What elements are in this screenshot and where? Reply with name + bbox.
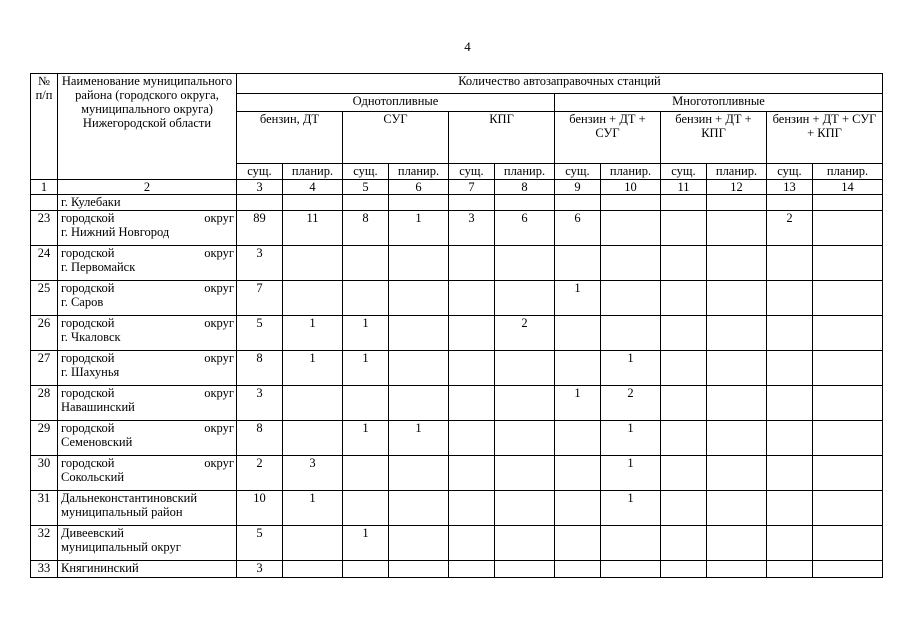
station-count-cell [449,195,495,211]
station-count-cell [449,561,495,578]
station-count-cell [661,386,707,421]
district-name-line-2: г. Чкаловск [61,330,121,344]
station-count-cell [449,316,495,351]
station-count-cell [555,316,601,351]
station-count-cell [767,561,813,578]
district-name-line-1 [61,456,234,470]
district-name-line-1 [61,316,234,330]
station-count-cell: 1 [601,491,661,526]
station-count-cell: 1 [343,526,389,561]
station-count-cell [283,281,343,316]
district-name [58,246,237,281]
table-row [31,526,883,561]
station-count-cell [495,386,555,421]
station-count-cell [389,526,449,561]
district-name-part-a: городской [61,351,115,365]
station-count-cell [389,281,449,316]
station-count-cell [283,195,343,211]
station-count-cell [767,195,813,211]
station-count-cell [767,386,813,421]
group-gasoline-diesel-cng: бензин + ДТ + КПГ [661,112,767,164]
district-name [58,211,237,246]
station-count-cell [495,195,555,211]
district-name-line-2: г. Саров [61,295,104,309]
station-count-cell [813,456,883,491]
district-name-part-b: округ [204,421,234,435]
table-row [31,246,883,281]
station-count-cell [343,491,389,526]
table-row [31,421,883,456]
station-count-cell [661,526,707,561]
district-name-line-2: муниципальный район [61,505,183,519]
station-count-cell [767,246,813,281]
table-row [31,195,883,211]
district-name-line-2: муниципальный округ [61,540,181,554]
district-name-line-1 [61,246,234,260]
row-number: 33 [31,561,58,578]
table-row [31,316,883,351]
col-number: 8 [495,180,555,195]
station-count-cell [495,526,555,561]
station-count-cell [767,281,813,316]
row-number: 26 [31,316,58,351]
sub-existing: сущ. [555,164,601,180]
sub-existing: сущ. [237,164,283,180]
station-count-cell [813,351,883,386]
district-name [58,316,237,351]
station-count-cell: 6 [495,211,555,246]
page-number: 4 [464,39,471,54]
station-count-cell: 89 [237,211,283,246]
district-name-part-a: городской [61,421,115,435]
header-total: Количество автозаправочных станций [237,74,883,94]
district-name-part-b: округ [204,351,234,365]
district-name-part-a: городской [61,316,115,330]
station-count-cell [661,456,707,491]
station-count-cell [495,351,555,386]
station-count-cell: 1 [283,316,343,351]
district-name-part-a: Дивеевский [61,526,124,540]
sub-planned: планир. [389,164,449,180]
district-name-line-1 [61,421,234,435]
station-count-cell [495,246,555,281]
station-count-cell: 3 [449,211,495,246]
station-count-cell [555,421,601,456]
station-count-cell [707,526,767,561]
station-count-cell [555,456,601,491]
station-count-cell: 1 [555,281,601,316]
station-count-cell [813,421,883,456]
station-count-cell [495,561,555,578]
sub-planned: планир. [283,164,343,180]
station-count-cell [237,195,283,211]
station-count-cell [767,491,813,526]
fuel-stations-table [30,73,883,578]
station-count-cell [343,456,389,491]
station-count-cell [707,246,767,281]
station-count-cell [707,316,767,351]
station-count-cell [555,526,601,561]
station-count-cell [389,246,449,281]
district-name-line-1 [61,351,234,365]
station-count-cell: 8 [237,351,283,386]
col-number: 12 [707,180,767,195]
station-count-cell [813,316,883,351]
row-number: 23 [31,211,58,246]
station-count-cell [495,281,555,316]
row-number: 28 [31,386,58,421]
station-count-cell [449,281,495,316]
district-name [58,491,237,526]
station-count-cell: 7 [237,281,283,316]
station-count-cell [813,211,883,246]
station-count-cell [449,491,495,526]
district-name-line-1 [61,561,234,575]
station-count-cell [661,246,707,281]
district-name [58,561,237,578]
station-count-cell [767,351,813,386]
district-name-line-2: г. Первомайск [61,260,136,274]
station-count-cell: 2 [601,386,661,421]
station-count-cell [707,195,767,211]
col-number: 1 [31,180,58,195]
district-name-part-a: городской [61,211,115,225]
station-count-cell: 1 [601,421,661,456]
station-count-cell [767,316,813,351]
column-numbers-row [31,180,883,195]
station-count-cell [283,386,343,421]
station-count-cell [813,526,883,561]
station-count-cell: 10 [237,491,283,526]
station-count-cell: 1 [555,386,601,421]
station-count-cell: 3 [237,561,283,578]
district-name-part-b: округ [204,316,234,330]
station-count-cell [661,561,707,578]
station-count-cell [813,386,883,421]
station-count-cell [661,351,707,386]
header-multi-fuel: Многотопливные [555,94,883,112]
col-number: 6 [389,180,449,195]
district-name-line-2: г. Нижний Новгород [61,225,170,239]
district-name [58,386,237,421]
station-count-cell [707,561,767,578]
station-count-cell [555,561,601,578]
station-count-cell [601,561,661,578]
district-name-part-b: округ [204,281,234,295]
station-count-cell [555,351,601,386]
station-count-cell [343,386,389,421]
district-name-part-a: городской [61,246,115,260]
district-name-part-b: округ [204,246,234,260]
station-count-cell: 1 [389,211,449,246]
header-name: Наименование муниципального района (городского округа, муниципального округа) Нижегородской области [58,74,237,180]
station-count-cell: 8 [237,421,283,456]
station-count-cell [601,211,661,246]
station-count-cell [661,195,707,211]
station-count-cell [813,281,883,316]
sub-planned: планир. [707,164,767,180]
station-count-cell [283,246,343,281]
sub-existing: сущ. [449,164,495,180]
station-count-cell [389,561,449,578]
station-count-cell: 8 [343,211,389,246]
station-count-cell [707,491,767,526]
station-count-cell: 1 [389,421,449,456]
station-count-cell [283,526,343,561]
district-name-part-b: округ [204,456,234,470]
station-count-cell [495,421,555,456]
station-count-cell: 3 [237,246,283,281]
station-count-cell [767,421,813,456]
station-count-cell [601,316,661,351]
station-count-cell: 5 [237,316,283,351]
row-number: 30 [31,456,58,491]
station-count-cell: 5 [237,526,283,561]
row-number: 29 [31,421,58,456]
sub-planned: планир. [495,164,555,180]
station-count-cell [661,316,707,351]
district-name-line-1 [61,281,234,295]
district-name-part-a: Дальнеконстантиновский [61,491,198,505]
header-num: № п/п [31,74,58,180]
row-number: 31 [31,491,58,526]
district-name-part-a: городской [61,281,115,295]
district-name [58,281,237,316]
station-count-cell: 2 [495,316,555,351]
col-number: 3 [237,180,283,195]
station-count-cell [813,195,883,211]
station-count-cell [555,491,601,526]
station-count-cell: 1 [601,351,661,386]
station-count-cell [449,386,495,421]
station-count-cell [389,456,449,491]
table-row [31,491,883,526]
col-number: 9 [555,180,601,195]
station-count-cell: 1 [601,456,661,491]
col-number: 2 [58,180,237,195]
col-number: 5 [343,180,389,195]
station-count-cell: 6 [555,211,601,246]
district-name-line-2: Навашинский [61,400,135,414]
station-count-cell [661,421,707,456]
header-single-fuel: Однотопливные [237,94,555,112]
district-name-part-a: городской [61,456,115,470]
station-count-cell [707,421,767,456]
station-count-cell [767,456,813,491]
col-number: 14 [813,180,883,195]
station-count-cell: 1 [343,316,389,351]
station-count-cell [813,561,883,578]
station-count-cell [449,456,495,491]
district-name-line-2: Семеновский [61,435,133,449]
district-name-part-b: округ [204,211,234,225]
station-count-cell [707,351,767,386]
group-gasoline-diesel-lpg-cng: бензин + ДТ + СУГ + КПГ [767,112,883,164]
table-row [31,456,883,491]
district-name-line-2: г. Шахунья [61,365,120,379]
station-count-cell [283,421,343,456]
station-count-cell [601,281,661,316]
station-count-cell [449,351,495,386]
station-count-cell: 1 [343,421,389,456]
district-name-line-1 [61,526,234,540]
station-count-cell [707,386,767,421]
sub-planned: планир. [601,164,661,180]
sub-existing: сущ. [767,164,813,180]
col-number: 13 [767,180,813,195]
district-name-line-1 [61,386,234,400]
station-count-cell [601,246,661,281]
station-count-cell [601,195,661,211]
station-count-cell [555,246,601,281]
district-name-line-1 [61,211,234,225]
station-count-cell: 2 [237,456,283,491]
station-count-cell [449,246,495,281]
station-count-cell: 11 [283,211,343,246]
col-number: 10 [601,180,661,195]
table-row [31,281,883,316]
station-count-cell [343,281,389,316]
district-name-line-2: Сокольский [61,470,125,484]
station-count-cell [389,491,449,526]
district-name [58,421,237,456]
district-name-part-b: округ [204,386,234,400]
group-cng: КПГ [449,112,555,164]
district-name-line-1 [61,195,234,209]
station-count-cell [601,526,661,561]
col-number: 7 [449,180,495,195]
station-count-cell [707,281,767,316]
col-number: 11 [661,180,707,195]
district-name-part-a: г. Кулебаки [61,195,121,209]
table-row [31,386,883,421]
station-count-cell [707,456,767,491]
station-count-cell [767,526,813,561]
row-number: 32 [31,526,58,561]
row-number [31,195,58,211]
row-number: 24 [31,246,58,281]
station-count-cell [389,195,449,211]
station-count-cell [813,491,883,526]
station-count-cell [661,491,707,526]
district-name-part-a: городской [61,386,115,400]
station-count-cell: 1 [283,351,343,386]
table-row [31,351,883,386]
group-gasoline-diesel: бензин, ДТ [237,112,343,164]
station-count-cell [495,456,555,491]
station-count-cell [707,211,767,246]
row-number: 25 [31,281,58,316]
station-count-cell [343,561,389,578]
table-row [31,561,883,578]
station-count-cell [661,281,707,316]
table-body [31,195,883,578]
district-name [58,351,237,386]
station-count-cell [449,526,495,561]
station-count-cell [555,195,601,211]
header-row-1 [31,74,883,94]
district-name [58,526,237,561]
station-count-cell [661,211,707,246]
station-count-cell [343,195,389,211]
district-name-line-1 [61,491,234,505]
station-count-cell: 1 [343,351,389,386]
station-count-cell: 1 [283,491,343,526]
group-lpg: СУГ [343,112,449,164]
station-count-cell [389,386,449,421]
sub-existing: сущ. [661,164,707,180]
station-count-cell [813,246,883,281]
sub-existing: сущ. [343,164,389,180]
station-count-cell [449,421,495,456]
station-count-cell: 3 [283,456,343,491]
station-count-cell: 2 [767,211,813,246]
district-name-part-a: Княгининский [61,561,139,575]
sub-planned: планир. [813,164,883,180]
table-row [31,211,883,246]
group-gasoline-diesel-lpg: бензин + ДТ + СУГ [555,112,661,164]
station-count-cell [283,561,343,578]
station-count-cell: 3 [237,386,283,421]
station-count-cell [343,246,389,281]
station-count-cell [495,491,555,526]
district-name [58,195,237,211]
station-count-cell [389,316,449,351]
col-number: 4 [283,180,343,195]
row-number: 27 [31,351,58,386]
station-count-cell [389,351,449,386]
district-name [58,456,237,491]
